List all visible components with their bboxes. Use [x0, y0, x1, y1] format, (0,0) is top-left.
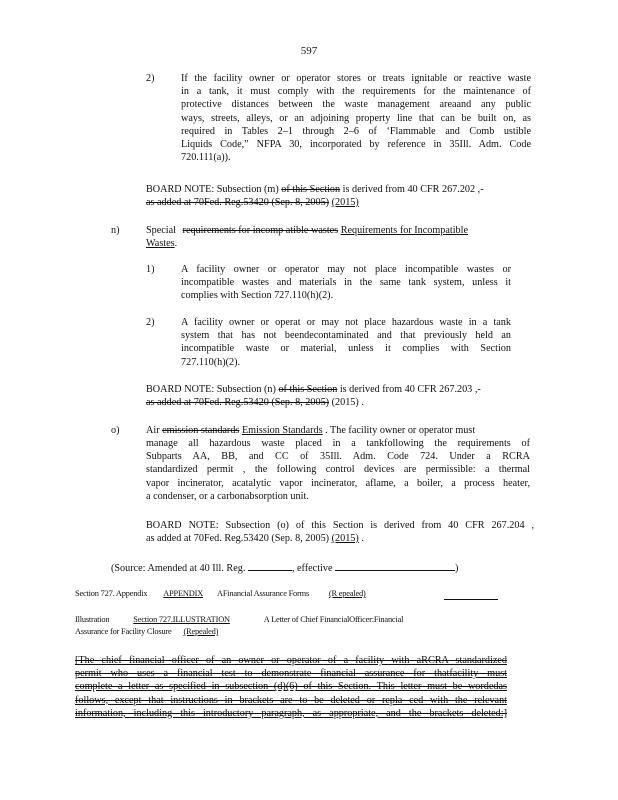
illustration-label: Illustration: [75, 615, 110, 624]
deleted-line: information, including this introductory paragraph, as appropriate, and the brackets deleted:]: [75, 707, 507, 719]
board-note-n-citation: is derived from 40 CFR 267.203 ,: [339, 384, 478, 395]
board-note-n-added-year: (2015) .: [331, 397, 364, 408]
illustration-section: Section 727.ILLUSTRATION: [133, 615, 230, 624]
section-o-word: Air: [146, 425, 160, 436]
board-note-n-line1: [146, 383, 481, 396]
section-o-line: manage all hazardous waste placed in a tankfollowing the requirements of: [146, 438, 530, 449]
n-item-2-label: 2): [146, 317, 155, 328]
illustration-heading-line2: [75, 626, 218, 638]
section-n-word: Special: [146, 225, 176, 236]
source-reg-blank: [248, 560, 292, 571]
board-note-n-dash: -: [477, 384, 481, 395]
section-n-heading: [146, 224, 468, 237]
appendix-underline: [444, 599, 498, 600]
deleted-line: follows, except that instructions in brackets are to be deleted or repla ced with the relevant: [75, 694, 507, 706]
deleted-line: complete a letter as specified in subsection (d)(6) of this Section. This letter must be wordedas: [75, 681, 507, 693]
item-2-line: required in Tables 2–1 through 2–6 of ‘Flammable and Comb ustible: [181, 125, 531, 137]
board-note-n-deleted-date: as added at 70Fed. Reg.53420 (Sep. 8, 2005): [146, 397, 330, 408]
board-note-o-added-year: (2015): [331, 533, 359, 544]
board-note-o-date: as added at 70Fed. Reg.53420 (Sep. 8, 2005): [146, 533, 330, 544]
section-o-line: vapor incinerator, acatalytic vapor incinerator, aflame, a boiler, a process heater,: [146, 477, 530, 489]
section-n-deleted: requirements for incomp atible wastes: [182, 225, 339, 236]
board-note-n-line2: [146, 396, 364, 409]
n-item-2-line: 727.110(h)(2).: [181, 356, 241, 368]
n-item-1-label: 1): [146, 264, 155, 275]
board-note-m-added-year: (2015): [331, 197, 359, 208]
board-note-m-text: BOARD NOTE: Subsection (m): [146, 184, 279, 195]
board-note-m-line1: [146, 183, 484, 196]
section-n-added-2: Wastes: [146, 238, 175, 249]
section-o-line: Subparts AA, BB, and CC of 35Ill. Adm. Code 724. Under a RCRA: [146, 451, 530, 463]
item-2-label: 2): [146, 73, 155, 84]
board-note-o-line1: BOARD NOTE: Subsection (o) of this Section is derived from 40 CFR 267.204 ,: [146, 520, 534, 531]
section-o-line: a condenser, or a carbonabsorption unit.: [146, 490, 309, 502]
item-2-line: Liquids Code,” NFPA 30, incorporated by reference in 35Ill. Adm. Code: [181, 139, 531, 151]
n-item-1-line: A facility owner or operator may not place incompatible wastes or: [181, 264, 511, 275]
section-n-label: n): [111, 225, 120, 236]
page-number: 597: [300, 45, 318, 57]
appendix-label: APPENDIX: [163, 589, 204, 598]
board-note-o-line2: [146, 532, 364, 545]
item-2-text: [181, 72, 531, 164]
section-n-added: Requirements for Incompatible: [340, 225, 468, 236]
n-item-1-line: incompatible wastes and materials in the same tank system, unless it: [181, 277, 511, 289]
source-effective-blank: [335, 560, 455, 571]
item-2-line: in a tank, it must comply with the requirements for the maintenance of: [181, 86, 531, 98]
source-line: [111, 560, 458, 575]
section-o-heading: [146, 424, 475, 437]
board-note-n-text: BOARD NOTE: Subsection (n): [146, 384, 276, 395]
board-note-n-deleted: of this Section: [278, 384, 338, 395]
board-note-o-period: .: [361, 533, 364, 544]
illustration-heading-line1: [75, 614, 403, 626]
section-o-line: standardized permit , the following control devices are permissible: a thermal: [146, 464, 530, 476]
board-note-m-dash: -: [480, 184, 484, 195]
section-n-heading-line2: [146, 237, 177, 250]
appendix-title: AFinancial Assurance Forms: [216, 589, 310, 598]
appendix-section: Section 727. Appendix: [75, 589, 148, 598]
deleted-line: [The chief financial officer of an owner or operator of a facility with aRCRA standardized: [75, 655, 507, 666]
illustration-repealed: (Repealed): [183, 627, 219, 636]
section-o-body: [146, 437, 530, 503]
source-close: ): [455, 563, 459, 574]
section-o-added: Emission Standards: [241, 425, 323, 436]
section-o-deleted: emission standards: [162, 425, 240, 436]
deleted-line: permit who uses a financial test to demonstrate financial assurance for thatfacility must: [75, 668, 507, 680]
n-item-2-line: system that has not beendecontaminated and that previously held an: [181, 330, 511, 342]
appendix-repealed: (R epealed): [328, 589, 366, 598]
n-item-1-text: [181, 263, 511, 303]
board-note-m-citation: is derived from 40 CFR 267.202 ,: [342, 184, 481, 195]
n-item-2-text: [181, 316, 511, 369]
source-effective: , effective: [291, 563, 333, 574]
board-note-m-deleted-date: as added at 70Fed. Reg.53420 (Sep. 8, 2005): [146, 197, 330, 208]
item-2-line: ways, streets, alleys, or an adjoining property line that can be built on, as: [181, 112, 531, 124]
illustration-title: A Letter of Chief FinancialOfficer:Financial: [263, 615, 404, 624]
illustration-title-cont: Assurance for Facility Closure: [75, 627, 172, 636]
item-2-line: protective distances between the waste management areaand any public: [181, 99, 531, 111]
board-note-m-deleted: of this Section: [281, 184, 341, 195]
board-note-m-line2: [146, 196, 359, 209]
section-o-text: . The facility owner or operator must: [325, 425, 476, 436]
source-text: (Source: Amended at 40 Ill. Reg.: [111, 563, 246, 574]
appendix-heading: [75, 588, 366, 600]
n-item-1-line: complies with Section 727.110(h)(2).: [181, 290, 334, 302]
n-item-2-line: incompatible waste or material, unless it complies with Section: [181, 343, 511, 355]
section-n-period: .: [174, 238, 178, 249]
section-o-label: o): [111, 425, 120, 436]
item-2-line: 720.111(a)).: [181, 152, 231, 164]
deleted-paragraph: [75, 654, 507, 720]
item-2-line: If the facility owner or operator stores or treats ignitable or reactive waste: [181, 73, 531, 84]
n-item-2-line: A facility owner or operat or may not place hazardous waste in a tank: [181, 317, 511, 328]
